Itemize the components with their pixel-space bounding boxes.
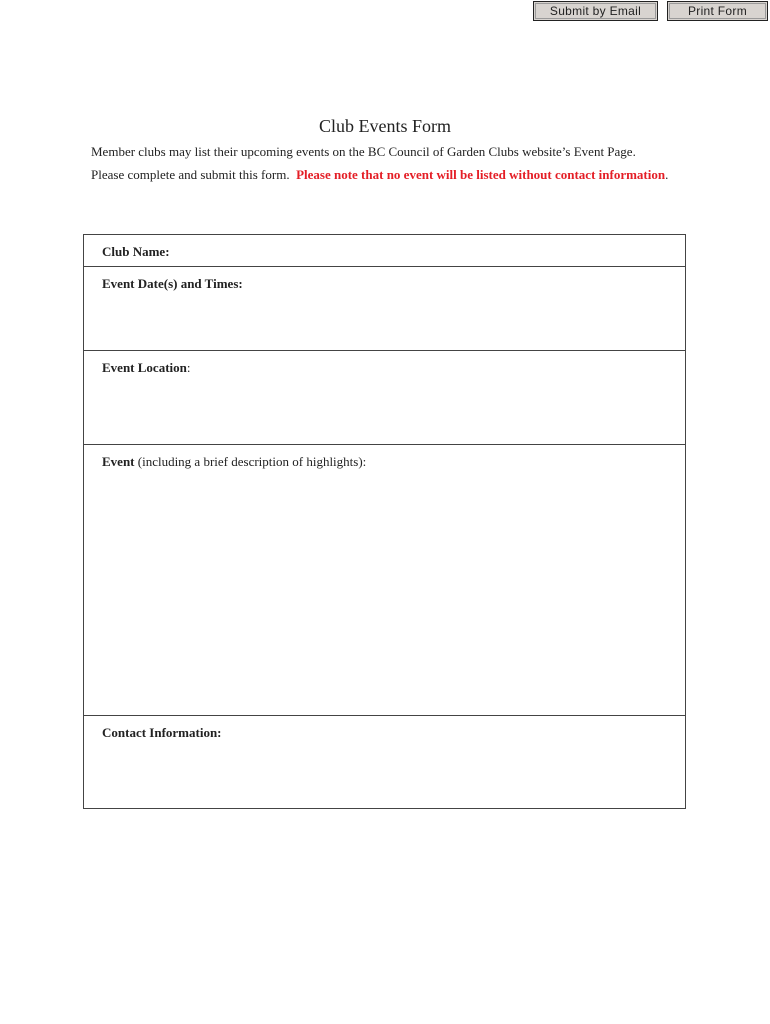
form-title: Club Events Form [318,116,451,136]
instructions-prefix: Please complete and submit this form. [91,167,290,182]
event-location-field[interactable] [84,351,685,444]
contact-information-field[interactable] [84,716,685,808]
event-dates-label: Event Date(s) and Times: [102,276,243,291]
instructions-suffix: . [665,167,669,182]
intro-text: Member clubs may list their upcoming events on the BC Council of Garden Clubs website’s Event Page. [91,144,636,159]
event-location-label: Event Location: [102,360,191,375]
contact-information-row [84,716,685,808]
contact-warning-note: Please note that no event will be listed without contact information [296,167,666,182]
instructions-text [91,167,668,183]
event-dates-field[interactable] [84,267,685,350]
event-description-row [84,445,685,716]
event-description-field[interactable] [84,445,685,715]
club-name-row [84,235,685,267]
event-form [83,234,686,809]
event-location-row [84,351,685,445]
contact-information-label: Contact Information: [102,725,222,740]
club-name-field[interactable] [84,235,685,266]
print-form-button[interactable]: Print Form [667,1,768,21]
submit-by-email-button[interactable]: Submit by Email [533,1,658,21]
club-name-label: Club Name: [102,244,170,259]
event-dates-row [84,267,685,351]
event-description-label: Event (including a brief description of highlights): [102,454,367,469]
